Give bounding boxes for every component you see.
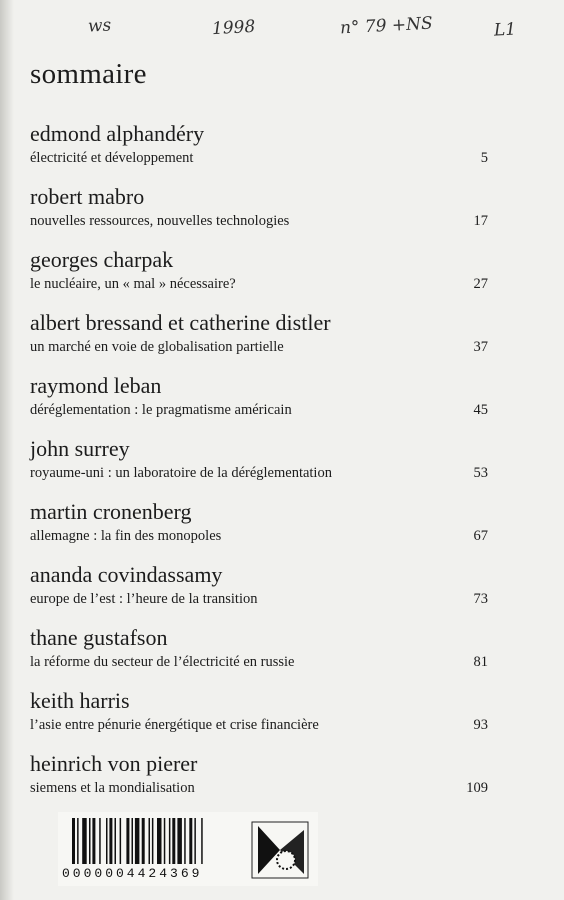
toc-author: edmond alphandéry — [30, 121, 205, 146]
toc-author: thane gustafson — [30, 625, 168, 650]
barcode-bar — [99, 818, 101, 864]
handwritten-annotations — [0, 10, 564, 50]
toc-author: martin cronenberg — [30, 499, 192, 524]
toc-subject: un marché en voie de globalisation partielle — [30, 339, 284, 355]
page-binding-shadow — [0, 0, 14, 900]
toc-entry — [30, 500, 488, 563]
handwritten-shelf-code: L1 — [493, 19, 517, 41]
barcode-bar — [149, 818, 151, 864]
toc-line — [30, 149, 488, 167]
toc-author: albert bressand et catherine distler — [30, 310, 331, 335]
toc-line — [30, 275, 488, 293]
barcode-bar — [189, 818, 192, 864]
barcode-bar — [184, 818, 186, 864]
barcode-bar — [109, 818, 112, 864]
toc-entry — [30, 185, 488, 248]
barcode-bar — [72, 818, 75, 864]
toc-author: robert mabro — [30, 184, 145, 209]
handwritten-year: 1998 — [211, 16, 256, 40]
toc-page-number: 17 — [473, 213, 488, 229]
toc-line — [30, 779, 488, 797]
toc-author: georges charpak — [30, 247, 174, 272]
toc-page-number: 45 — [473, 402, 488, 418]
barcode-bar — [152, 818, 154, 864]
toc-page-number: 73 — [473, 591, 488, 607]
barcode-bar — [92, 818, 95, 864]
toc-entry — [30, 311, 488, 374]
toc-subject: europe de l’est : l’heure de la transition — [30, 591, 258, 607]
toc-entry — [30, 626, 488, 689]
barcode-bar — [157, 818, 162, 864]
toc-line — [30, 716, 488, 734]
barcode-bar — [82, 818, 87, 864]
toc-page-number: 81 — [473, 654, 488, 670]
toc-subject: le nucléaire, un « mal » nécessaire? — [30, 276, 236, 292]
handwritten-issue-number: n° 79 +NS — [339, 13, 434, 39]
toc-subject: allemagne : la fin des monopoles — [30, 528, 222, 544]
barcode-bar — [194, 818, 196, 864]
toc-page-number: 93 — [473, 717, 488, 733]
barcode-bar — [126, 818, 129, 864]
toc-author: heinrich von pierer — [30, 751, 198, 776]
toc-page-number: 53 — [473, 465, 488, 481]
toc-author: keith harris — [30, 688, 130, 713]
toc-entry — [30, 122, 488, 185]
toc-subject: déréglementation : le pragmatisme américain — [30, 402, 292, 418]
toc-page-number: 37 — [473, 339, 488, 355]
table-of-contents — [30, 122, 488, 815]
barcode-bar — [120, 818, 122, 864]
barcode-bar — [201, 818, 203, 864]
page-title: sommaire — [30, 58, 147, 90]
barcode-bar — [172, 818, 175, 864]
barcode-bar — [115, 818, 117, 864]
toc-author: raymond leban — [30, 373, 162, 398]
toc-line — [30, 590, 488, 608]
toc-subject: l’asie entre pénurie énergétique et crise financière — [30, 717, 319, 733]
barcode-bar — [142, 818, 145, 864]
toc-line — [30, 464, 488, 482]
barcode-bar — [135, 818, 140, 864]
library-logo-icon — [250, 820, 310, 880]
toc-entry — [30, 563, 488, 626]
toc-line — [30, 401, 488, 419]
barcode-bar — [177, 818, 182, 864]
toc-author: john surrey — [30, 436, 130, 461]
toc-entry — [30, 437, 488, 500]
toc-page-number: 109 — [466, 780, 488, 796]
toc-entry — [30, 689, 488, 752]
toc-line — [30, 338, 488, 356]
toc-entry — [30, 248, 488, 311]
toc-subject: nouvelles ressources, nouvelles technologies — [30, 213, 290, 229]
barcode-bar — [106, 818, 108, 864]
toc-line — [30, 653, 488, 671]
handwritten-mark: ws — [87, 15, 112, 37]
toc-author: ananda covindassamy — [30, 562, 223, 587]
barcode-bar — [77, 818, 79, 864]
toc-subject: la réforme du secteur de l’électricité en russie — [30, 654, 295, 670]
toc-line — [30, 212, 488, 230]
barcode-number: 0000004424369 — [62, 866, 203, 881]
toc-entry — [30, 374, 488, 437]
barcode-bars — [72, 818, 242, 864]
barcode-bar — [132, 818, 134, 864]
barcode-label — [58, 812, 318, 886]
toc-page-number: 67 — [473, 528, 488, 544]
barcode-bar — [164, 818, 166, 864]
toc-line — [30, 527, 488, 545]
toc-subject: électricité et développement — [30, 150, 194, 166]
barcode-bar — [169, 818, 171, 864]
barcode-bar — [89, 818, 91, 864]
toc-page-number: 27 — [473, 276, 488, 292]
toc-page-number: 5 — [480, 150, 488, 166]
toc-subject: siemens et la mondialisation — [30, 780, 195, 796]
toc-entry — [30, 752, 488, 815]
toc-subject: royaume-uni : un laboratoire de la déréglementation — [30, 465, 332, 481]
